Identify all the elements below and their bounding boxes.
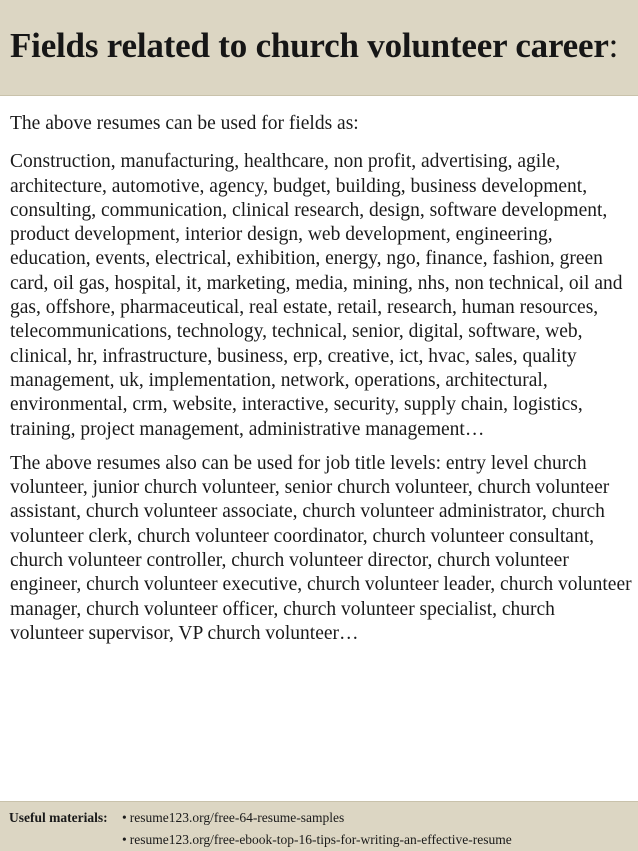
page-title-text: Fields related to church volunteer career [10,26,609,65]
footer-link-text: resume123.org/free-64-resume-samples [129,810,345,825]
fields-paragraph: Construction, manufacturing, healthcare, non profit, advertising, agile, architecture, automotive, agency, budget, building, business development, consulting, communication, clinical research, design, software development, product development, interior design, web development, engineering, education, events, electrical, exhibition, energy, ngo, finance, fashion, green card, oil gas, hospital, it, marketing, media, mining, nhs, non technical, oil and gas, offshore, pharmaceutical, real estate, retail, research, human resources, telecommunications, technology, technical, senior, digital, software, web, clinical, hr, infrastructure, business, erp, creative, ict, hvac, sales, quality management, uk, implementation, network, operations, architectural, environmental, crm, website, interactive, security, supply chain, logistics, training, project management, administrative management… [10,151,623,440]
useful-materials-label: Useful materials: [9,810,108,825]
job-levels-paragraph: The above resumes also can be used for job title levels: entry level church volunteer, junior church volunteer, senior church volunteer, church volunteer assistant, church volunteer associate, church volunteer administrator, church volunteer clerk, church volunteer coordinator, church volunteer consultant, church volunteer controller, church volunteer director, church volunteer engineer, church volunteer executive, church volunteer leader, church volunteer manager, church volunteer officer, church volunteer specialist, church volunteer supervisor, VP church volunteer… [10,452,632,644]
page-title-colon: : [608,26,619,65]
bullet-icon: • [122,832,127,847]
header-bar [0,0,638,96]
footer-link-resume-samples[interactable] [122,810,344,826]
page-title [10,26,618,66]
footer-link-ebook[interactable] [122,832,512,848]
footer-link-text: resume123.org/free-ebook-top-16-tips-for-writing-an-effective-resume [129,832,512,847]
main-content [10,112,632,656]
footer-bar [0,801,638,851]
intro-text: The above resumes can be used for fields as: [10,113,359,134]
bullet-icon: • [122,810,127,825]
